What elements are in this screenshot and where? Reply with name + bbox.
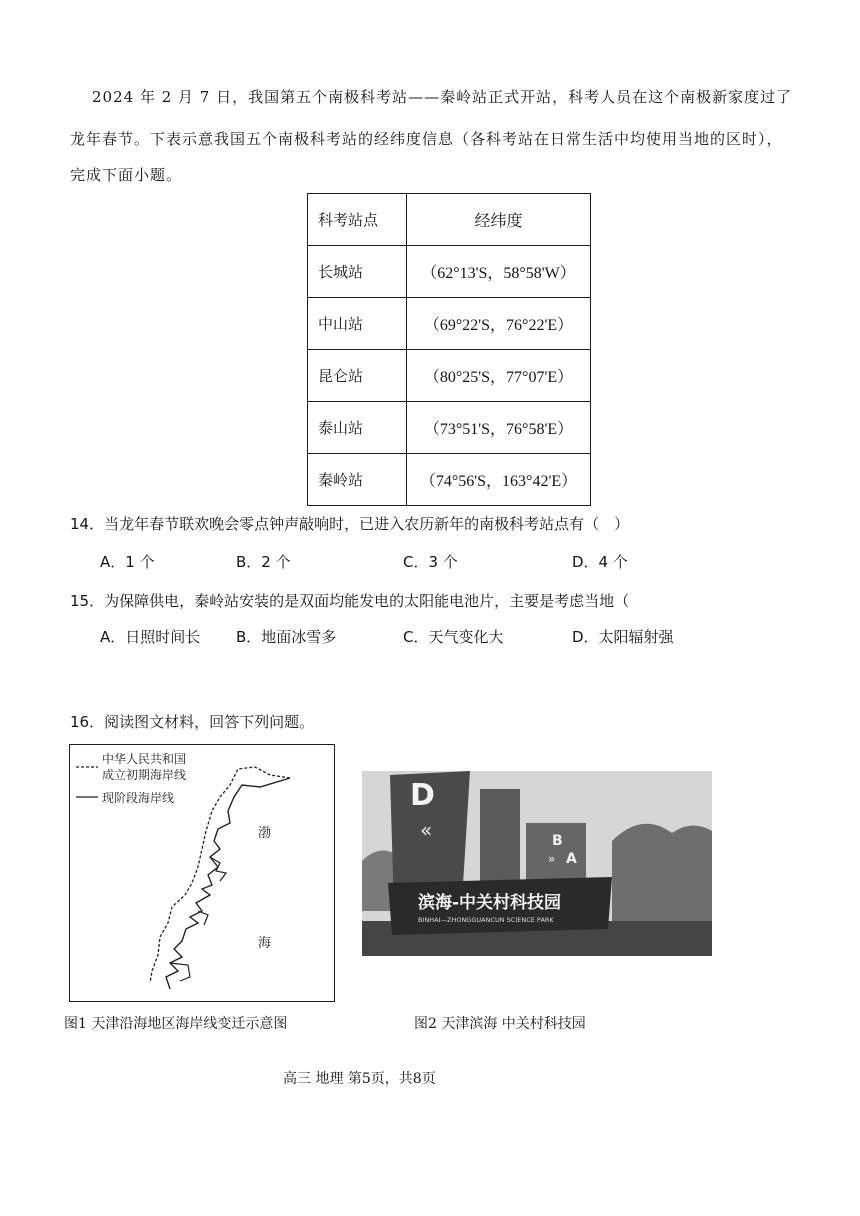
q14-option-d[interactable]: D．4 个 xyxy=(572,553,628,571)
park-sign-title: 滨海-中关村科技园 xyxy=(418,893,562,913)
q15-option-a[interactable]: A．日照时间长 xyxy=(100,628,201,646)
intro-line-3: 完成下面小题。 xyxy=(70,166,183,184)
current-coastline xyxy=(166,778,290,989)
chevron-right-icon: » xyxy=(548,852,556,866)
station-coords: （74°56'S，163°42'E） xyxy=(407,454,591,506)
q14-option-a[interactable]: A．1 个 xyxy=(100,553,155,571)
table-row xyxy=(308,402,591,454)
q14-option-b[interactable]: B．2 个 xyxy=(236,553,291,571)
station-coordinates-table xyxy=(307,193,591,506)
question-15-stem: 15．为保障供电，秦岭站安装的是双面均能发电的太阳能电池片，主要是考虑当地（ xyxy=(70,592,630,610)
science-park-photo-drawing xyxy=(362,771,712,956)
q14-option-c[interactable]: C．3 个 xyxy=(403,553,458,571)
chevron-left-icon: « xyxy=(420,818,433,842)
table-header-station: 科考站点 xyxy=(308,194,407,246)
station-name: 长城站 xyxy=(308,246,407,298)
legend-dashed-label-2: 成立初期海岸线 xyxy=(102,768,187,782)
station-coords: （80°25'S，77°07'E） xyxy=(407,350,591,402)
intro-line-2: 龙年春节。下表示意我国五个南极科考站的经纬度信息（各科考站在日常生活中均使用当地的区时）， xyxy=(70,130,783,148)
station-coords: （73°51'S，76°58'E） xyxy=(407,402,591,454)
science-park-photo xyxy=(362,771,712,956)
figure-2-caption: 图2 天津滨海 中关村科技园 xyxy=(414,1016,586,1032)
table-row xyxy=(308,246,591,298)
q15-option-b[interactable]: B．地面冰雪多 xyxy=(236,628,337,646)
q15-option-d[interactable]: D．太阳辐射强 xyxy=(572,628,674,646)
building-letter-d: D xyxy=(410,778,435,813)
building-letter-b: B xyxy=(552,833,563,849)
question-14-stem: 14．当龙年春节联欢晚会零点钟声敲响时，已进入农历新年的南极科考站点有（ ） xyxy=(70,515,630,533)
legend-solid-label: 现阶段海岸线 xyxy=(102,791,175,805)
table-row xyxy=(308,350,591,402)
station-name: 昆仑站 xyxy=(308,350,407,402)
figure-1-caption: 图1 天津沿海地区海岸线变迁示意图 xyxy=(64,1016,288,1032)
coastline-map xyxy=(69,744,335,1002)
coastline-map-drawing xyxy=(70,745,334,1001)
station-coords: （69°22'S，76°22'E） xyxy=(407,298,591,350)
intro-line-1: 2024 年 2 月 7 日，我国第五个南极科考站——秦岭站正式开站，科考人员在这个南极新家度过了 xyxy=(92,88,793,106)
station-name: 中山站 xyxy=(308,298,407,350)
park-sign-subtitle: BINHAI—ZHONGGUANCUN SCIENCE PARK xyxy=(418,916,554,924)
table-header-coords: 经纬度 xyxy=(407,194,591,246)
building-letter-a: A xyxy=(566,851,577,867)
station-name: 泰山站 xyxy=(308,402,407,454)
sea-label-hai: 海 xyxy=(258,936,272,951)
q15-option-c[interactable]: C．天气变化大 xyxy=(403,628,504,646)
station-name: 秦岭站 xyxy=(308,454,407,506)
port-structures xyxy=(170,857,226,981)
table-header-row xyxy=(308,194,591,246)
station-coords: （62°13'S，58°58'W） xyxy=(407,246,591,298)
page-footer: 高三 地理 第5页，共8页 xyxy=(283,1071,436,1087)
table-row xyxy=(308,298,591,350)
question-16-stem: 16．阅读图文材料，回答下列问题。 xyxy=(70,713,315,731)
sea-label-bo: 渤 xyxy=(258,826,272,841)
table-row xyxy=(308,454,591,506)
legend-dashed-label-1: 中华人民共和国 xyxy=(102,752,187,766)
